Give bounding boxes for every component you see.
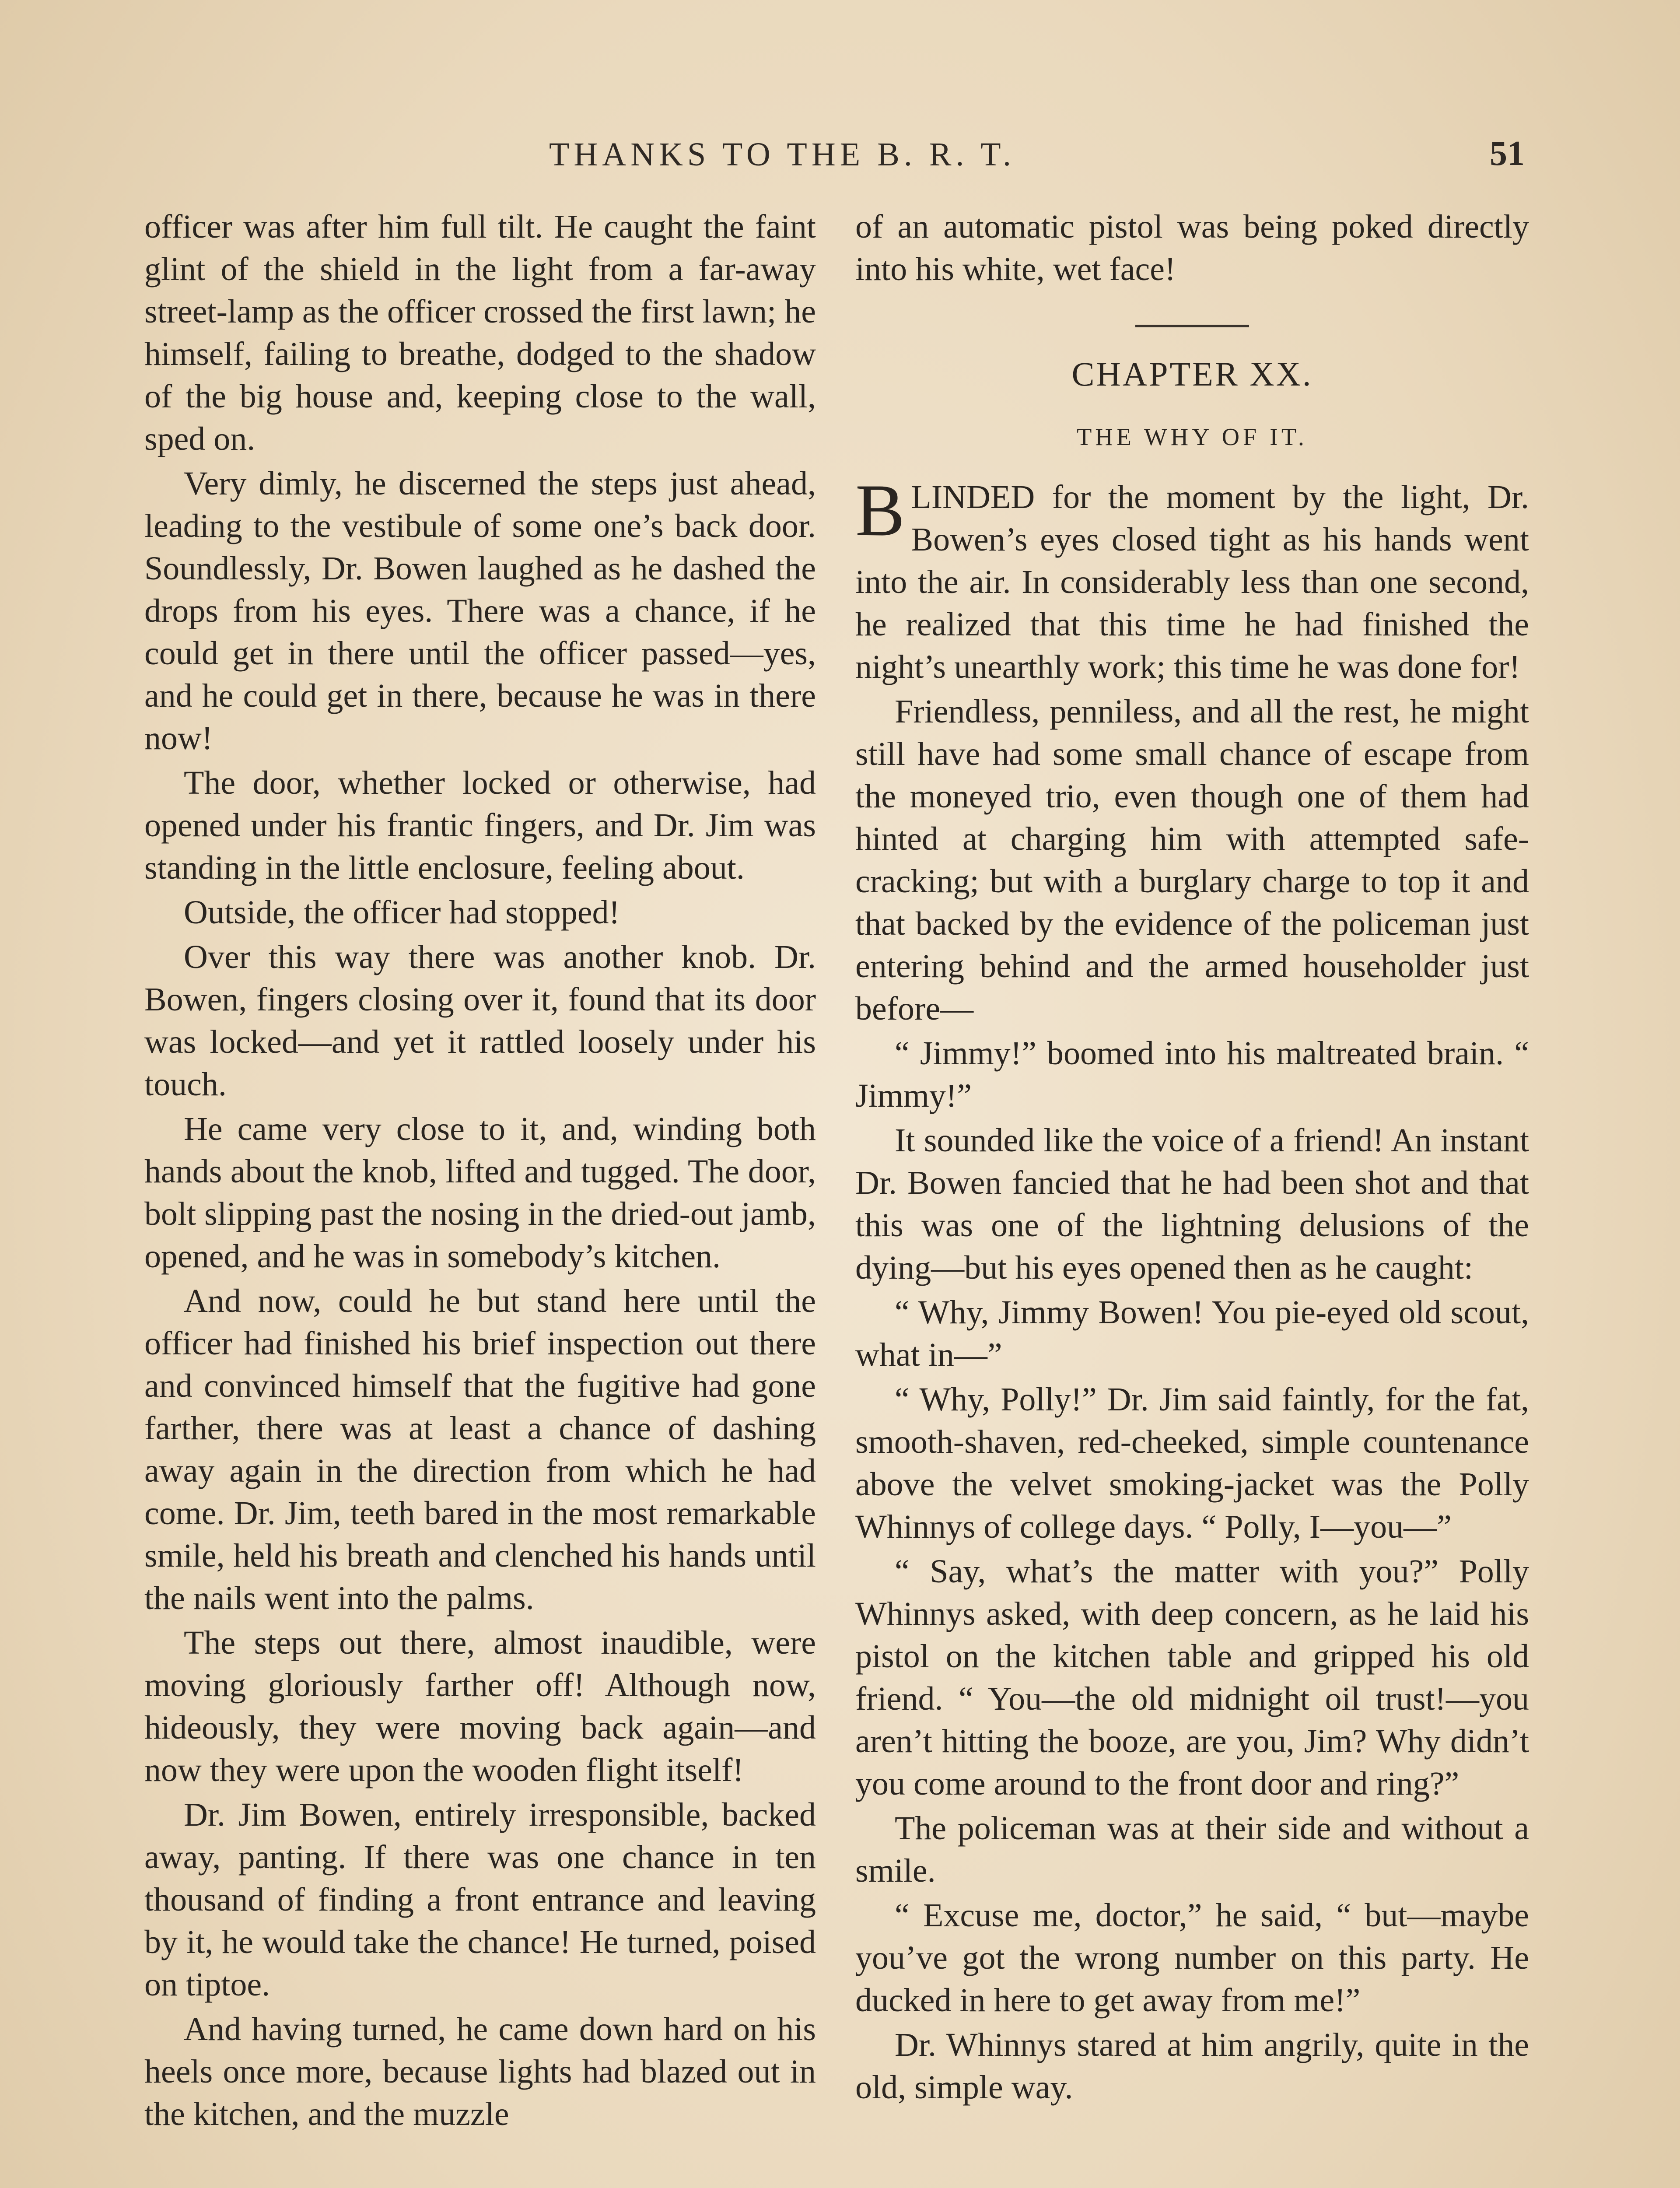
paragraph: The steps out there, almost inaudible, were moving gloriously farther off! Although now, hideously, they were moving back again—and now they were upon the wooden flight itself!: [144, 1624, 816, 1788]
paragraph: It sounded like the voice of a friend! An instant Dr. Bowen fancied that he had been shot and that this was one of the lightning delusions of the dying—but his eyes opened then as he caught:: [855, 1122, 1529, 1286]
continuation-paragraph: of an automatic pistol was being poked directly into his white, wet face!: [855, 208, 1529, 288]
paragraph: Over this way there was another knob. Dr. Bowen, fingers closing over it, found that its door was locked—and yet it rattled loosely under his touch.: [144, 939, 816, 1103]
section-divider: [1135, 325, 1249, 327]
right-column: [855, 206, 1529, 2111]
page-number: 51: [1490, 134, 1525, 173]
paragraph: “ Why, Jimmy Bowen! You pie-eyed old scout, what in—”: [855, 1294, 1529, 1373]
chapter-title: CHAPTER XX.: [1071, 355, 1313, 393]
drop-cap: B: [855, 469, 905, 551]
opening-text: LINDED for the moment by the light, Dr. Bowen’s eyes closed tight as his hands went into the air. In considerably less than one second, he realized that this time he had finished the night’s unearthly work; this time he was done for!: [855, 479, 1529, 685]
opening-paragraph: [855, 469, 1529, 688]
paragraph: Dr. Jim Bowen, entirely irresponsible, backed away, panting. If there was one chance in ten thousand of finding a front entrance and leaving by it, he would take the chance! He turned, poised on tiptoe.: [144, 1796, 816, 2003]
paragraph: Friendless, penniless, and all the rest, he might still have had some small chance of escape from the moneyed trio, even though one of them had hinted at charging him with attempted safe-cracking; but with a burglary charge to top it and that backed by the evidence of the policeman just entering behind and the armed householder just before—: [855, 693, 1529, 1027]
paragraph: The policeman was at their side and without a smile.: [855, 1810, 1529, 1889]
left-column: [144, 206, 816, 2138]
paragraph: “ Why, Polly!” Dr. Jim said faintly, for the fat, smooth-shaven, red-cheeked, simple countenance above the velvet smoking-jacket was the Polly Whinnys of college days. “ Polly, I—you—”: [855, 1381, 1529, 1545]
running-head-title: THANKS TO THE B. R. T.: [549, 136, 1015, 173]
paragraph: The door, whether locked or otherwise, had opened under his frantic fingers, and Dr. Jim was standing in the little enclosure, feeling about.: [144, 764, 816, 886]
paragraph: Outside, the officer had stopped!: [184, 894, 620, 931]
paragraph: And now, could he but stand here until the officer had finished his brief inspection out there and convinced himself that the fugitive had gone farther, there was at least a chance of dashing away again in the direction from which he had come. Dr. Jim, teeth bared in the most remarkable smile, held his breath and clenched his hands until the nails went into the palms.: [144, 1283, 816, 1616]
paragraph: Dr. Whinnys stared at him angrily, quite in the old, simple way.: [855, 2027, 1529, 2106]
paragraph: “ Say, what’s the matter with you?” Polly Whinnys asked, with deep concern, as he laid his pistol on the kitchen table and gripped his old friend. “ You—the old midnight oil trust!—you aren’t hitting the booze, are you, Jim? Why didn’t you come around to the front door and ring?”: [855, 1553, 1529, 1802]
paragraph: “ Excuse me, doctor,” he said, “ but—maybe you’ve got the wrong number on this party. He ducked in here to get away from me!”: [855, 1897, 1529, 2019]
paragraph: He came very close to it, and, winding both hands about the knob, lifted and tugged. The door, bolt slipping past the nosing in the dried-out jamb, opened, and he was in somebody’s kitchen.: [144, 1111, 816, 1275]
paragraph: officer was after him full tilt. He caught the faint glint of the shield in the light from a far-away street-lamp as the officer crossed the first lawn; he himself, failing to breathe, dodged to the shadow of the big house and, keeping close to the wall, sped on.: [144, 208, 816, 457]
paragraph: Very dimly, he discerned the steps just ahead, leading to the vestibule of some one’s back door. Soundlessly, Dr. Bowen laughed as he dashed the drops from his eyes. There was a chance, if he could get in there until the officer passed—yes, and he could get in there, because he was in there now!: [144, 465, 816, 757]
chapter-subtitle: THE WHY OF IT.: [1077, 424, 1308, 451]
paragraph: And having turned, he came down hard on his heels once more, because lights had blazed out in the kitchen, and the muzzle: [144, 2011, 816, 2132]
paragraph: “ Jimmy!” boomed into his maltreated brain. “ Jimmy!”: [855, 1035, 1529, 1114]
